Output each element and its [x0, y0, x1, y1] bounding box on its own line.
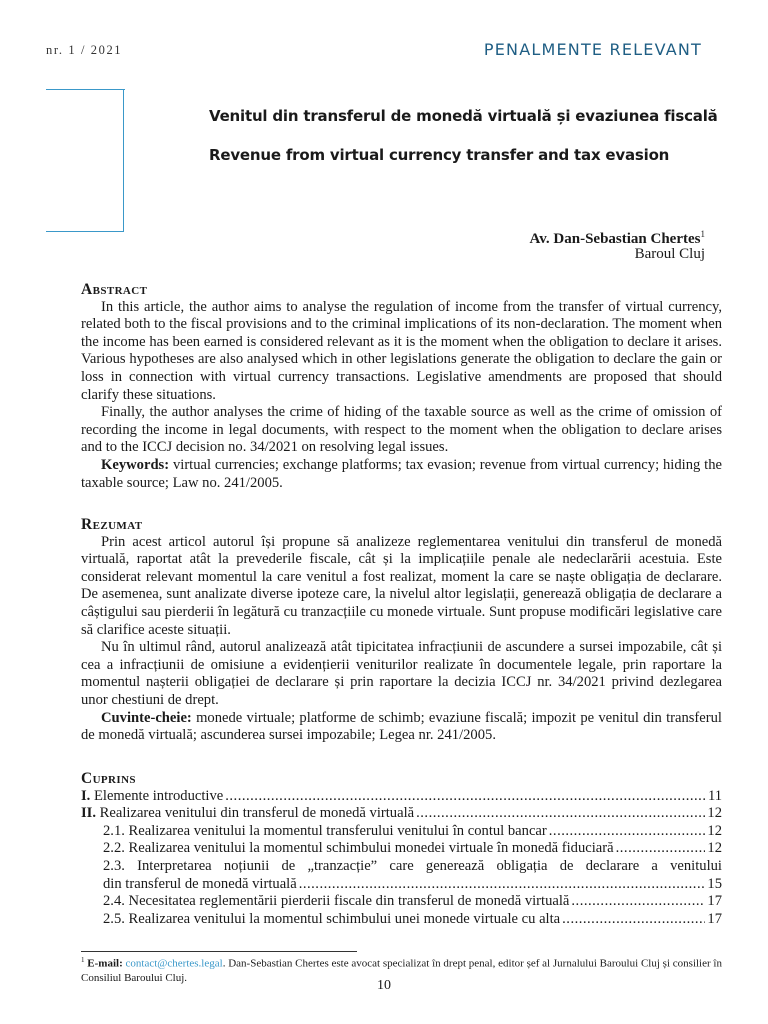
decorative-frame — [46, 89, 124, 232]
toc-entry-2-2[interactable] — [81, 840, 722, 858]
issue-number: nr. 1 / 2021 — [46, 43, 123, 57]
abstract-section — [81, 281, 722, 492]
toc-entry-1[interactable] — [81, 788, 722, 806]
toc-entry-2-1-page: 12 — [707, 822, 722, 839]
toc-entry-1-text: Elemente introductive — [90, 787, 224, 804]
journal-title: PENALMENTE RELEVANT — [483, 40, 702, 59]
toc-entry-2-5[interactable] — [81, 911, 722, 929]
title-romanian: Venitul din transferul de monedă virtuală și evaziunea fiscală — [209, 107, 718, 125]
author-affiliation: Baroul Cluj — [634, 246, 705, 262]
abstract-paragraph-2: Finally, the author analyses the crime of hiding of the taxable source as well as the crime of omission of recording the income in legal documents, with respect to the moment when the obligation to declare arises and to the ICCJ decision no. 34/2021 on resolving legal issues. — [81, 404, 722, 456]
abstract-keywords-label: Keywords: — [101, 456, 170, 473]
toc-leader — [549, 823, 706, 841]
rezumat-paragraph-2: Nu în ultimul rând, autorul analizează atât tipicitatea infracțiunii de ascundere a sursei impozabile, cât și cea a infracțiunii de omisiune a evidențierii veniturilor realizate în documentele legale, prin raportare la momentul nașterii obligației de declarare și prin raportare la decizia ICCJ nr. 34/2021 privind dezlegarea unor chestiuni de drept. — [81, 639, 722, 708]
decorative-frame-top — [46, 89, 125, 90]
toc-entry-2-3-page: 15 — [707, 875, 722, 892]
toc-entry-1-page: 11 — [707, 787, 722, 804]
footnote-divider — [81, 951, 357, 952]
title-english: Revenue from virtual currency transfer and tax evasion — [209, 146, 670, 164]
author-footnote-mark[interactable]: 1 — [700, 229, 705, 239]
toc-entry-2-3-line-2: din transferul de monedă virtuală — [103, 875, 297, 892]
toc-entry-2-5-page: 17 — [707, 910, 722, 927]
footnote-mark: 1 — [81, 956, 85, 964]
toc-leader — [416, 805, 705, 823]
page-number: 10 — [377, 978, 391, 993]
toc-entry-2-3[interactable] — [81, 858, 722, 893]
toc-entry-2[interactable] — [81, 805, 722, 823]
toc-heading: Cuprins — [81, 770, 136, 787]
toc-entry-2-page: 12 — [707, 805, 722, 822]
toc-entry-1-number: I. — [81, 787, 91, 804]
toc-entry-2-3-line-1: 2.3. Interpretarea noțiunii de „tranzacție” care generează obligația de declarare a venitului — [103, 857, 722, 874]
rezumat-heading: Rezumat — [81, 516, 143, 533]
toc-leader — [299, 876, 706, 894]
author-name-text: Av. Dan-Sebastian Chertes — [529, 231, 701, 247]
toc-leader — [616, 840, 706, 858]
toc-leader — [562, 911, 705, 929]
abstract-keywords — [81, 457, 722, 492]
table-of-contents — [81, 770, 722, 928]
toc-entry-2-2-page: 12 — [707, 840, 722, 857]
footnote-email-label: E-mail — [87, 957, 120, 970]
rezumat-keywords-text: monede virtuale; platforme de schimb; evaziune fiscală; impozit pe venitul din transferul de monedă virtuală; ascunderea sursei impozabile; Legea nr. 241/2005. — [81, 709, 722, 744]
abstract-paragraph-1: In this article, the author aims to analyse the regulation of income from the transfer of virtual currency, related both to the fiscal provisions and to the criminal implications of its non-declaration. The moment when the income has been earned is considered relevant as it is the moment when the obligation to declare it arises. Various hypotheses are also analysed which in other legislations generate the obligation to declare the gain or loss in connection with virtual currency transactions. Legislative amendments are proposed that should clarify these situations. — [81, 298, 722, 403]
footnote-1: $^1$ E-mail: contact@chertes.legal. Dan-Sebastian Chertes este avocat specializat în drept penal, editor șef al Jurnalului Baroului Cluj și consilier în Consiliul Baroului Cluj. — [81, 956, 722, 984]
rezumat-keywords-label: Cuvinte-cheie: — [101, 709, 192, 726]
toc-leader — [571, 893, 705, 911]
rezumat-keywords — [81, 710, 722, 745]
toc-entry-2-text: Realizarea venitului din transferul de monedă virtuală — [96, 805, 415, 822]
toc-entry-2-number: II. — [81, 805, 97, 822]
toc-entry-2-4[interactable] — [81, 893, 722, 911]
footnote-text: . Dan-Sebastian Chertes este avocat specializat în drept penal, editor șef al Jurnalului Baroului Cluj și consilier în Consiliul Baroului Cluj. — [81, 957, 722, 984]
rezumat-section — [81, 516, 722, 745]
toc-entry-2-1[interactable] — [81, 823, 722, 841]
toc-entry-2-2-text: 2.2. Realizarea venitului la momentul schimbului monedei virtuale în monedă fiduciară — [103, 840, 614, 857]
toc-entry-2-4-page: 17 — [707, 893, 722, 910]
toc-entry-2-1-text: 2.1. Realizarea venitului la momentul transferului venitului în contul bancar — [103, 822, 547, 839]
toc-entry-2-5-text: 2.5. Realizarea venitului la momentul schimbului unei monede virtuale cu alta — [103, 910, 561, 927]
toc-leader — [225, 788, 706, 806]
rezumat-paragraph-1: Prin acest articol autorul își propune să analizeze reglementarea venitului din transferul de monedă virtuală, raportat atât la prevederile fiscale, cât și la implicațiile penale ale nedeclarării acestuia. Este considerat relevant momentul la care venitul a fost realizat, moment la care se naște obligația de declarare. De asemenea, sunt analizate diverse ipoteze care, la nivelul altor legislații, generează obligația de declarare a câștigului sau pierderii în legătură cu tranzacțiile cu monede virtuale. Sunt propuse modificări legislative care să clarifice aceste situații. — [81, 533, 722, 638]
toc-entry-2-4-text: 2.4. Necesitatea reglementării pierderii fiscale din transferul de monedă virtuală — [103, 893, 570, 910]
abstract-keywords-text: virtual currencies; exchange platforms; tax evasion; revenue from virtual currency; hiding the taxable source; Law no. 241/2005. — [81, 456, 722, 491]
footnote-email-link[interactable]: contact@chertes.legal — [125, 957, 223, 970]
abstract-heading: Abstract — [81, 281, 148, 298]
